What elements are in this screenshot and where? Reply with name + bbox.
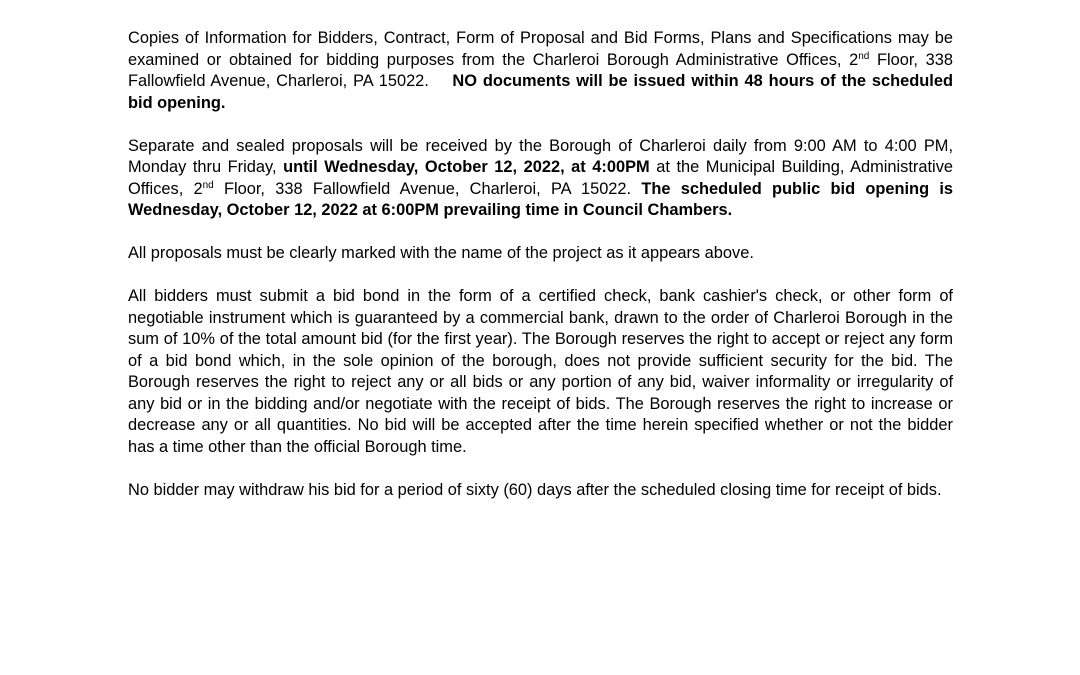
paragraph-bold-text: NO documents will be issued within 48 hours of the scheduled bid opening. (128, 72, 953, 112)
paragraph-text: Separate and sealed proposals will be received by the Borough of Charleroi daily from 9:00 AM to 4:00 PM, Monday thru Friday, (128, 136, 953, 176)
paragraph-proposals-marked: All proposals must be clearly marked with the name of the project as it appears above. (128, 244, 754, 262)
paragraph-bold-text: The scheduled public bid opening is Wednesday, October 12, 2022 at 6:00PM prevailing time in Council Chambers. (128, 179, 953, 219)
paragraph-copies-of-information (128, 28, 953, 114)
superscript-ordinal: nd (202, 179, 214, 191)
superscript-ordinal: nd (858, 50, 870, 62)
document-body (128, 28, 953, 523)
paragraph-text: at the Municipal Building, Administrative Offices, 2 (128, 158, 954, 198)
paragraph-text: Floor, 338 Fallowfield Avenue, Charleroi, PA 15022. (213, 179, 642, 198)
paragraph-withdraw-bid: No bidder may withdraw his bid for a period of sixty (60) days after the scheduled closing time for receipt of bids. (128, 480, 942, 499)
paragraph-text: Copies of Information for Bidders, Contract, Form of Proposal and Bid Forms, Plans and Specifications may be examined or obtained for bidding purposes from the Charleroi Borough Administrative Offices, 2 (128, 29, 953, 69)
paragraph-bold-text: until Wednesday, October 12, 2022, at 4:00PM (283, 158, 650, 176)
paragraph-bid-bond: All bidders must submit a bid bond in the form of a certified check, bank cashier's check, or other form of negotiable instrument which is guaranteed by a commercial bank, drawn to the order of Charleroi Borough in the sum of 10% of the total amount bid (for the first year). The Borough reserves the right to accept or reject any form of a bid bond which, in the sole opinion of the borough, does not provide sufficient security for the bid. The Borough reserves the right to reject any or all bids or any portion of any bid, waiver informality or irregularity of any bid or in the bidding and/or negotiate with the receipt of bids. The Borough reserves the right to increase or decrease any or all quantities. No bid will be accepted after the time herein specified whether or not the bidder has a time other than the official Borough time. (128, 287, 953, 456)
paragraph-sealed-proposals (128, 136, 953, 222)
paragraph-text: Floor, 338 Fallowfield Avenue, Charleroi, PA 15022. (128, 50, 953, 90)
